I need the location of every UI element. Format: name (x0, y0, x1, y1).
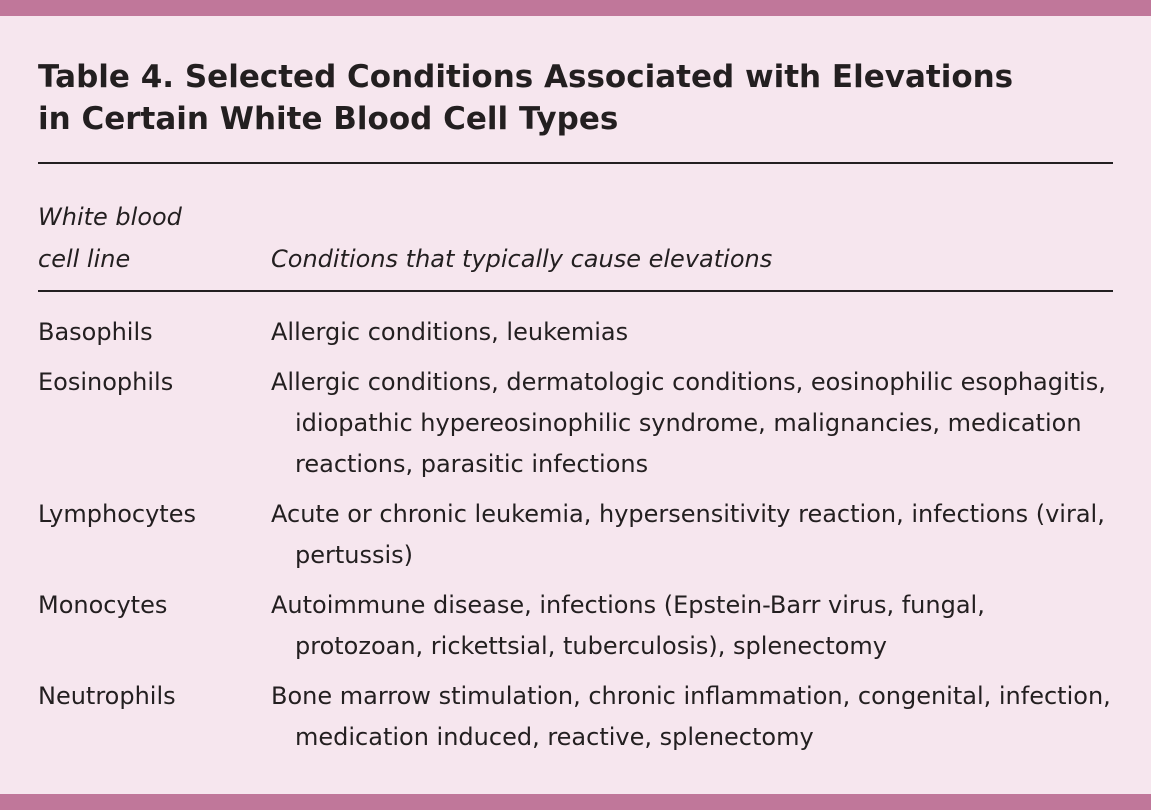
cell-line-name: Eosinophils (38, 368, 174, 396)
table-header-row (38, 196, 1113, 280)
cell-conditions: Allergic conditions, dermatologic conditions, eosinophilic esophagitis, idiopathic hypereosinophilic syndrome, malignancies, medication reactions, parasitic infections (271, 368, 1106, 478)
table-row (38, 362, 1113, 485)
cell-line-name: Basophils (38, 318, 153, 346)
cell-conditions: Autoimmune disease, infections (Epstein-Barr virus, fungal, protozoan, rickettsial, tuberculosis), splenectomy (271, 591, 985, 660)
table-row (38, 494, 1113, 576)
table-container (38, 16, 1113, 767)
table-title: Table 4. Selected Conditions Associated with Elevations in Certain White Blood Cell Types (38, 59, 1014, 137)
table-row (38, 312, 1113, 353)
cell-line-name: Lymphocytes (38, 500, 196, 528)
cell-conditions: Acute or chronic leukemia, hypersensitivity reaction, infections (viral, pertussis) (271, 500, 1105, 569)
bottom-accent-bar (0, 794, 1151, 810)
cell-line-name: Monocytes (38, 591, 168, 619)
table-row (38, 585, 1113, 667)
header-conditions: Conditions that typically cause elevations (271, 245, 773, 273)
title-divider (38, 162, 1113, 164)
cell-conditions: Bone marrow stimulation, chronic inflammation, congenital, infection, medication induced, reactive, splenectomy (271, 682, 1111, 751)
top-accent-bar (0, 0, 1151, 16)
table-body (38, 312, 1113, 758)
cell-conditions: Allergic conditions, leukemias (271, 318, 629, 346)
cell-line-name: Neutrophils (38, 682, 176, 710)
header-cell-line: White blood cell line (38, 203, 182, 273)
header-divider (38, 290, 1113, 292)
table-row (38, 676, 1113, 758)
